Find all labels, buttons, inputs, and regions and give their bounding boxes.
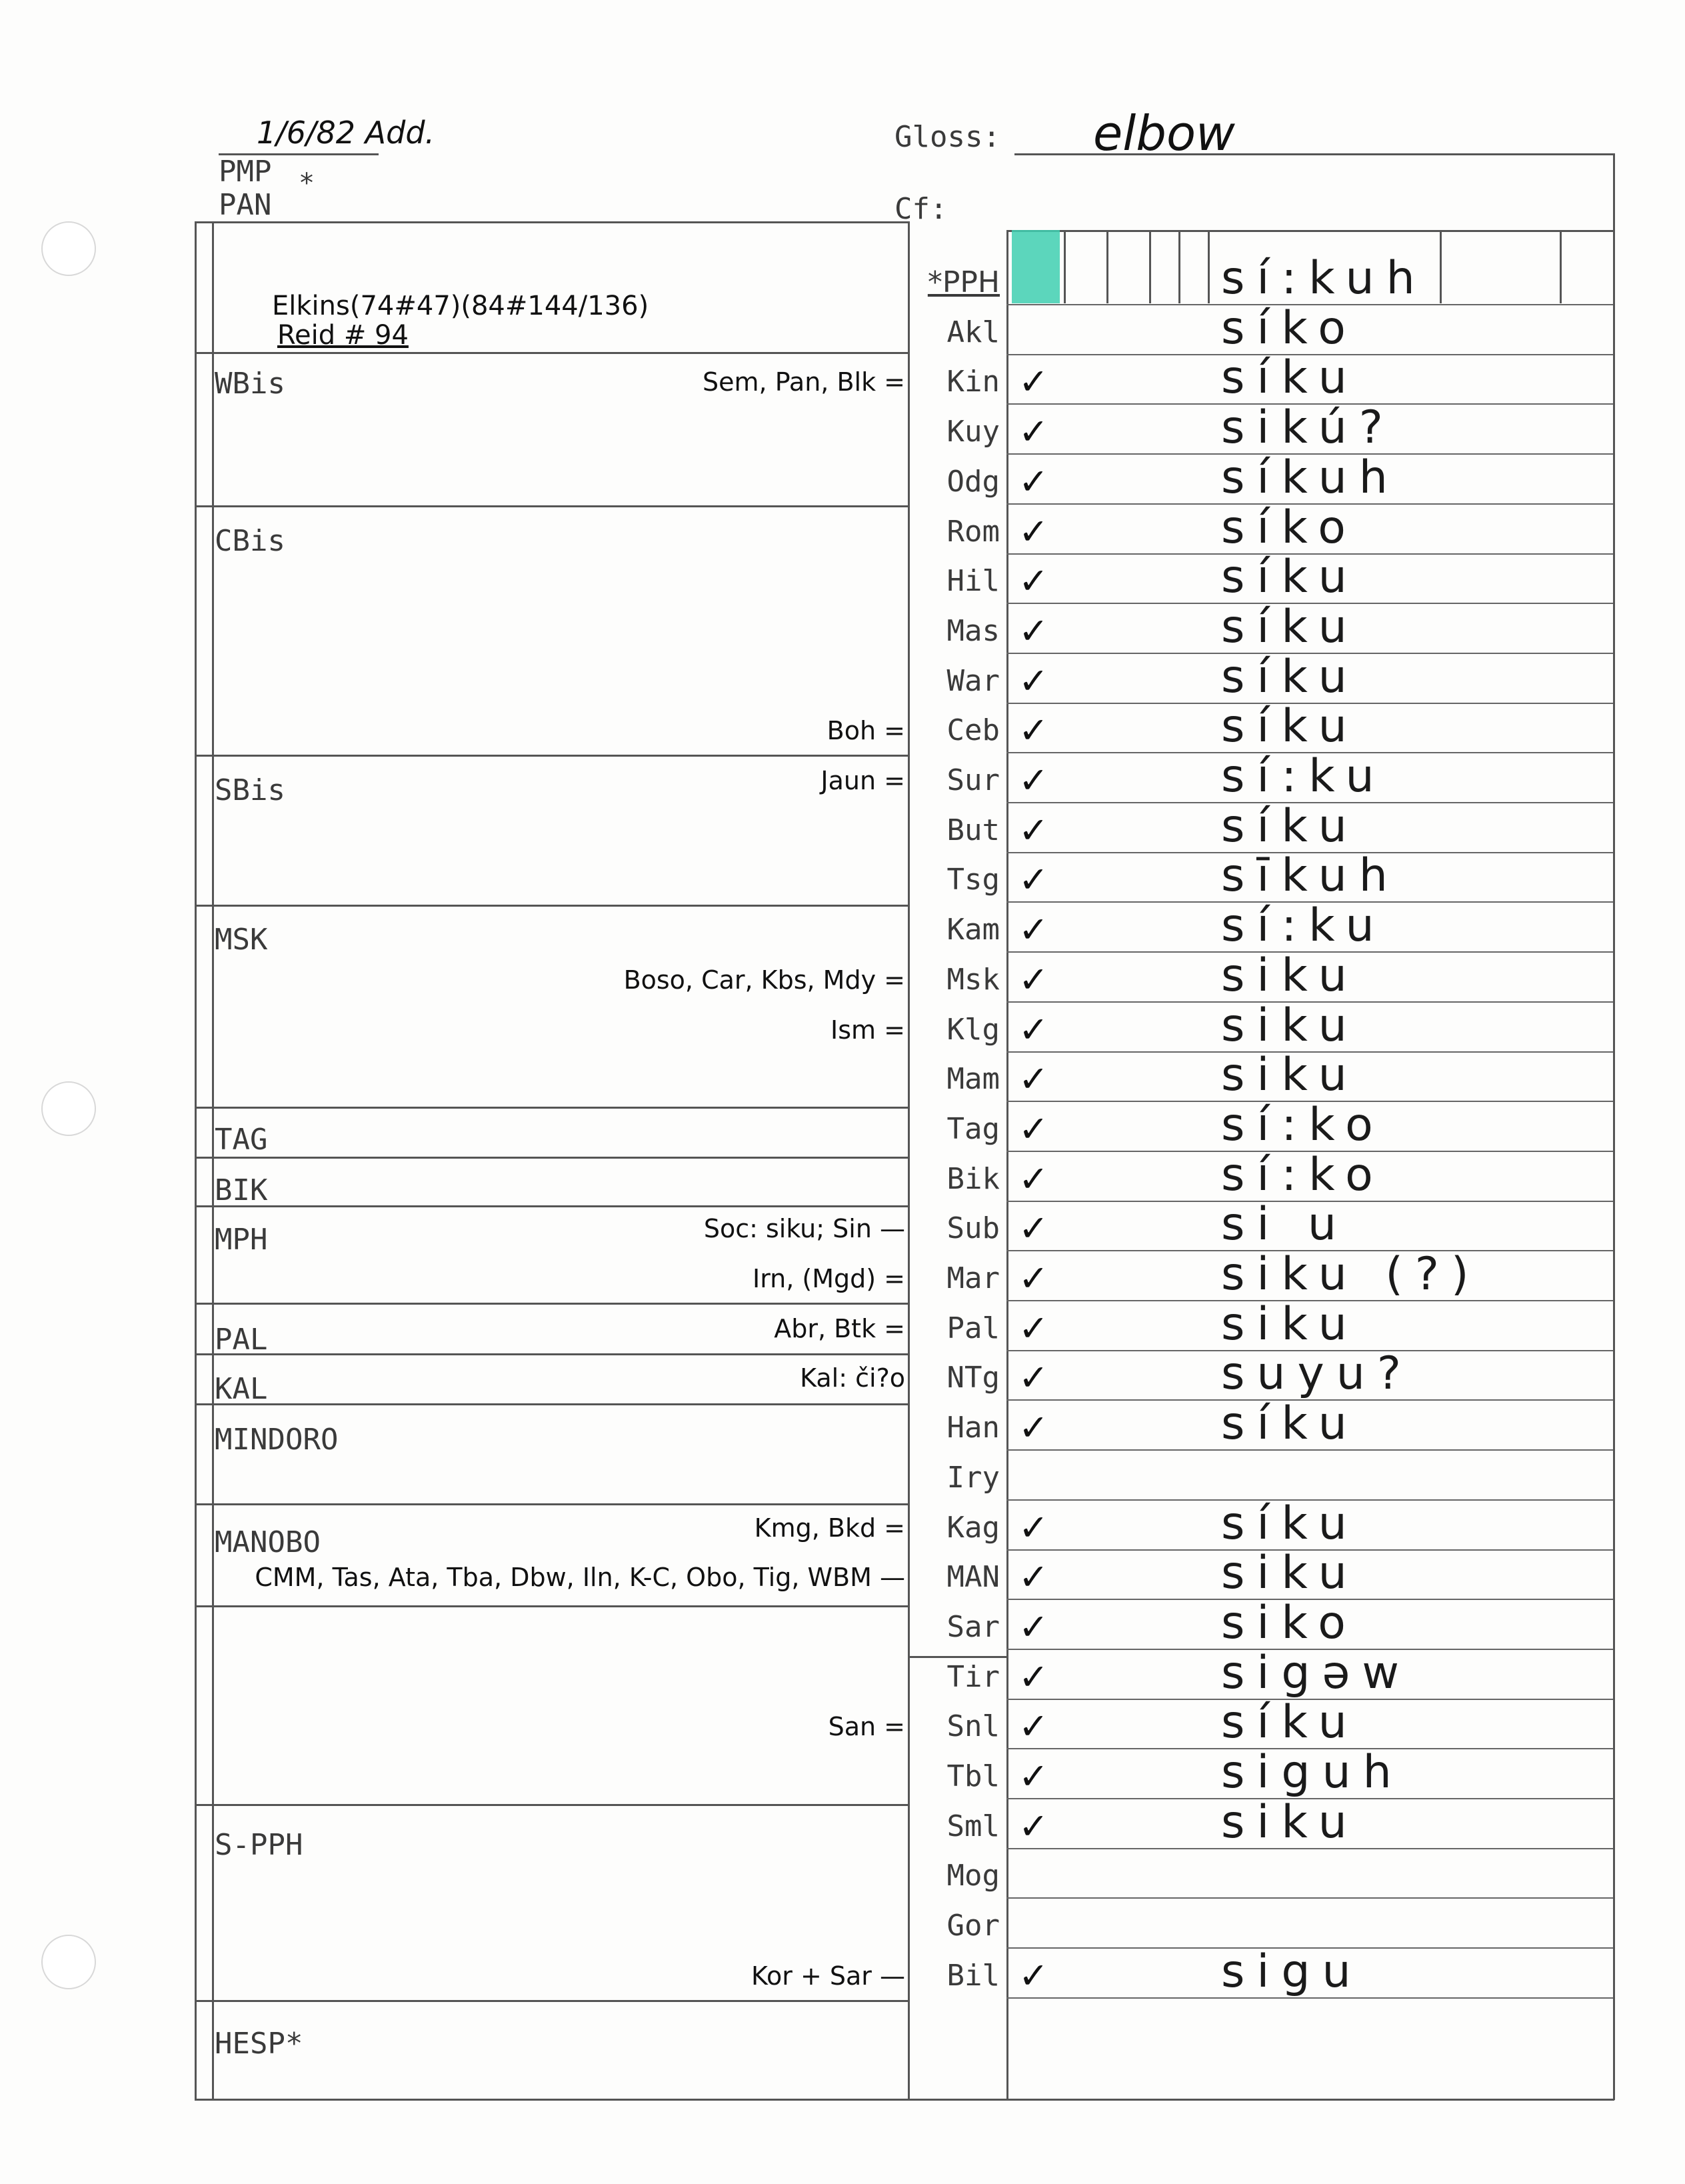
sar-rule [908,1656,1006,1658]
row-reflex-form: síku [1221,800,1359,853]
group-label: TAG [215,1123,268,1157]
group-label: MANOBO [215,1525,321,1559]
row-language-code: MAN [946,1560,1000,1594]
row-reflex-form: síku [1221,351,1359,404]
group-rule [195,1157,908,1159]
row-note: Abr, Btk = [774,1314,905,1343]
group-rule [195,1503,908,1505]
elkins-reference: Elkins(74#47)(84#144/136) [272,291,649,321]
row-reflex-form: siguh [1221,1746,1404,1799]
row-check-mark: ✓ [1018,512,1049,552]
row-language-code: Pal [946,1311,1000,1345]
grid-tick [1208,230,1210,303]
group-label: CBis [215,524,285,558]
row-check-mark: ✓ [1018,1657,1049,1697]
row-check-mark: ✓ [1018,611,1049,651]
row-check-mark: ✓ [1018,761,1049,801]
row-language-code: Mar [946,1261,1000,1295]
gloss-label: Gloss: [894,120,1000,154]
row-rule [1006,1897,1613,1899]
row-language-code: Akl [946,315,1000,349]
row-language-code: Mas [946,614,1000,648]
gloss-value: elbow [1093,105,1235,161]
row-language-code: Odg [946,465,1000,499]
pan-label: PAN [219,188,272,222]
pph-highlight-cell [1012,230,1060,303]
row-reflex-form: sí:kuh [1221,252,1427,305]
row-language-code: Tag [946,1112,1000,1146]
grid-tick [1440,230,1442,303]
row-note: Boso, Car, Kbs, Mdy = [623,965,905,995]
group-label: HESP* [215,2027,303,2061]
row-reflex-form: sí:ko [1221,1099,1385,1151]
group-label: KAL [215,1372,268,1406]
group-label: WBis [215,367,285,401]
row-check-mark: ✓ [1018,1309,1049,1349]
row-language-code: NTg [946,1361,1000,1395]
row-check-mark: ✓ [1018,1757,1049,1797]
row-reflex-form: síku [1221,1696,1359,1749]
row-language-code: Snl [946,1709,1000,1743]
label-column-right [1006,230,1008,2100]
frame-left-edge [195,221,197,2100]
row-reflex-form: siku [1221,949,1359,1002]
row-reflex-form: siku [1221,1298,1359,1351]
row-language-code: Hil [946,564,1000,598]
row-check-mark: ✓ [1018,711,1049,751]
group-rule [195,1205,908,1207]
row-reflex-form: siku [1221,999,1359,1052]
row-reflex-form: siku [1221,1049,1359,1101]
frame-bottom-rule [195,2099,1614,2101]
row-note: Soc: siku; Sin — [703,1214,905,1243]
row-check-mark: ✓ [1018,1358,1049,1398]
row-reflex-form: síko [1221,501,1358,554]
row-reflex-form: sigu [1221,1945,1363,1998]
date-note: 1/6/82 Add. [257,115,435,151]
row-check-mark: ✓ [1018,1807,1049,1847]
group-rule [195,905,908,907]
row-language-code: Ceb [946,713,1000,747]
row-check-mark: ✓ [1018,561,1049,601]
grid-tick [1178,230,1180,303]
row-note: Kal: či?o [800,1363,905,1393]
group-rule [195,1804,908,1806]
row-language-code: Klg [946,1013,1000,1047]
row-language-code: Bil [946,1959,1000,1993]
row-check-mark: ✓ [1018,1956,1049,1996]
group-label: SBis [215,773,285,807]
row-reflex-form: síku [1221,551,1359,603]
group-rule [195,1353,908,1355]
group-label: PAL [215,1323,268,1357]
row-language-code: But [946,813,1000,847]
group-rule [195,2000,908,2002]
row-language-code: Kin [946,365,1000,399]
row-reflex-form: síku [1221,601,1359,653]
row-check-mark: ✓ [1018,1059,1049,1099]
punch-hole-middle [41,1081,96,1136]
frame-top-rule [195,221,908,223]
row-reflex-form: sí:ku [1221,899,1386,952]
row-check-mark: ✓ [1018,910,1049,950]
row-check-mark: ✓ [1018,412,1049,452]
row-reflex-form: sīkuh [1221,849,1400,902]
punch-hole-top [41,221,96,276]
group-label: S-PPH [215,1828,303,1862]
frame-left-inner [212,221,214,2100]
row-check-mark: ✓ [1018,860,1049,900]
row-check-mark: ✓ [1018,1010,1049,1050]
row-check-mark: ✓ [1018,811,1049,851]
row-language-code: War [946,664,1000,698]
row-language-code: *PPH [927,265,1000,299]
grid-tick [1106,230,1108,303]
row-reflex-form: síkuh [1221,451,1400,504]
row-check-mark: ✓ [1018,1109,1049,1149]
row-note: San = [828,1712,905,1741]
group-label: MSK [215,923,268,957]
row-check-mark: ✓ [1018,1607,1049,1647]
grid-tick [1064,230,1066,303]
row-reflex-form: sí:ku [1221,750,1386,803]
row-note: Boh = [827,716,905,745]
row-language-code: Tbl [946,1759,1000,1793]
row-check-mark: ✓ [1018,462,1049,502]
row-note: Irn, (Mgd) = [752,1264,905,1293]
row-reflex-form: sí:ko [1221,1149,1385,1201]
row-rule [1006,1848,1613,1849]
row-rule [1006,1449,1613,1451]
group-rule [195,1403,908,1405]
row-language-code: Kuy [946,415,1000,449]
row-check-mark: ✓ [1018,1209,1049,1249]
row-reflex-form: suyu? [1221,1347,1413,1400]
row-check-mark: ✓ [1018,1707,1049,1747]
row-reflex-form: síku [1221,651,1359,703]
row-reflex-form: síku [1221,1497,1359,1550]
grid-tick [1149,230,1151,303]
row-check-mark: ✓ [1018,960,1049,1000]
group-rule [195,1107,908,1109]
row-language-code: Mog [946,1859,1000,1893]
row-reflex-form: sikú? [1221,401,1395,454]
row-check-mark: ✓ [1018,362,1049,402]
group-rule [195,1303,908,1305]
row-check-mark: ✓ [1018,661,1049,701]
row-rule [1006,1997,1613,1999]
row-reflex-form: si u [1221,1198,1349,1251]
row-note: Jaun = [821,766,905,795]
row-check-mark: ✓ [1018,1408,1049,1448]
row-reflex-form: siku [1221,1796,1359,1849]
cf-label: Cf: [894,192,948,226]
group-rule [195,505,908,507]
row-language-code: Rom [946,515,1000,549]
row-check-mark: ✓ [1018,1259,1049,1299]
pmp-label: PMP [219,155,272,189]
row-reflex-form: siku [1221,1547,1359,1599]
row-language-code: Mam [946,1062,1000,1096]
frame-top-rule-right [1006,230,1615,232]
row-language-code: Tsg [946,863,1000,897]
pmp-star: * [299,168,315,199]
row-language-code: Sar [946,1610,1000,1644]
group-rule [195,352,908,354]
row-reflex-form: siku (?) [1221,1248,1481,1301]
row-note: CMM, Tas, Ata, Tba, Dbw, Iln, K-C, Obo, Tig, WBM — [255,1563,905,1592]
grid-tick [1560,230,1562,303]
row-reflex-form: síku [1221,1397,1359,1450]
frame-right-edge [1613,153,1615,2100]
group-label: MINDORO [215,1423,339,1457]
row-language-code: Bik [946,1162,1000,1196]
row-check-mark: ✓ [1018,1557,1049,1597]
row-note: Kor + Sar — [751,1961,905,1991]
punch-hole-bottom [41,1935,96,1989]
row-reflex-form: síko [1221,302,1358,355]
row-language-code: Sub [946,1211,1000,1245]
group-label: MPH [215,1223,268,1257]
row-note: Kmg, Bkd = [754,1513,905,1543]
row-reflex-form: síku [1221,700,1359,753]
row-language-code: Han [946,1411,1000,1445]
row-language-code: Msk [946,963,1000,997]
row-language-code: Kag [946,1511,1000,1545]
row-note: Sem, Pan, Blk = [703,367,905,397]
row-language-code: Iry [946,1461,1000,1495]
group-rule [195,1605,908,1607]
row-language-code: Kam [946,913,1000,947]
gloss-underline [1014,153,1614,155]
row-language-code: Gor [946,1909,1000,1943]
row-check-mark: ✓ [1018,1508,1049,1548]
row-language-code: Sml [946,1809,1000,1843]
row-reflex-form: siko [1221,1597,1358,1649]
row-language-code: Sur [946,763,1000,797]
reid-reference: Reid # 94 [277,320,409,351]
group-label: BIK [215,1173,268,1207]
row-check-mark: ✓ [1018,1159,1049,1199]
row-note: Ism = [831,1015,905,1045]
row-language-code: Tir [946,1660,1000,1694]
group-rule [195,755,908,757]
row-reflex-form: sigəw [1221,1647,1411,1699]
